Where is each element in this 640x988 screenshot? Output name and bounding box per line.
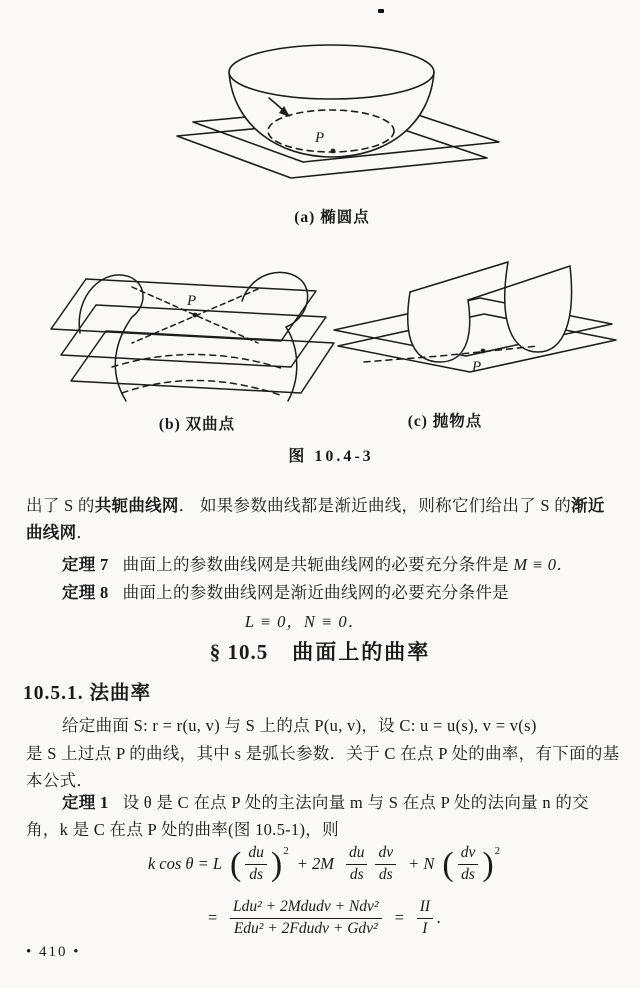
subsection-heading: 10.5.1. 法曲率 — [23, 683, 152, 704]
numerator: dv — [458, 845, 479, 864]
figure-caption-a: (a) 椭圆点 — [294, 209, 370, 226]
point-p-dot — [331, 149, 336, 154]
theorem-7-condition: M ≡ 0． — [513, 555, 574, 574]
point-p-dot — [193, 313, 198, 318]
equals-sign: = — [206, 908, 218, 927]
denominator: Edu² + 2Fdudv + Gdv² — [233, 919, 378, 937]
fraction-II-over-I — [417, 899, 433, 937]
display-formula-LN: L ≡ 0，N ≡ 0． — [244, 612, 366, 631]
denominator: ds — [349, 865, 364, 883]
paragraph-conjugate-net-line-2 — [26, 523, 93, 543]
fraction-second-over-first-form-expanded — [230, 899, 382, 937]
numerator: Ldu² + 2Mdudv + Ndv² — [230, 899, 382, 918]
fraction-du-ds — [245, 845, 267, 883]
denominator: I — [422, 919, 428, 937]
saddle-left-wing — [79, 275, 143, 333]
formula-k-cos-theta: k cos θ = L ( $\frac{du}{ds}$ ) $^2$ + 2M $\frac{du}{ds}$ $\frac{dv}{ds}$ + N ( $\frac{dv}{ds}$ ) $^2$ — [147, 844, 501, 883]
numerator: dv — [375, 845, 396, 864]
theorem-7-label: 定理 7 — [62, 555, 109, 574]
denominator: ds — [378, 865, 393, 883]
cylinder-top-left-edge — [410, 262, 508, 292]
figure-c-parabolic-point — [328, 256, 618, 404]
denominator: ds — [461, 865, 475, 883]
numerator: du — [346, 845, 368, 864]
plus-N-term: + N — [408, 854, 435, 873]
text-run: ． — [76, 523, 94, 542]
fraction-du-ds — [346, 845, 368, 883]
saddle-right-edge — [286, 327, 297, 401]
theorem-8-label: 定理 8 — [62, 583, 109, 602]
point-p-label: P — [187, 293, 197, 309]
point-p-label: P — [472, 359, 482, 375]
theorem-8 — [62, 583, 509, 603]
theorem-8-text: 曲面上的参数曲线网是渐近曲线网的必要充分条件是 — [122, 583, 509, 602]
period: . — [437, 908, 442, 927]
numerator: du — [245, 845, 267, 864]
text-run: 出了 S 的 — [26, 496, 95, 515]
point-p-label: P — [315, 130, 325, 146]
section-heading — [0, 636, 640, 666]
text-run: ． 如果参数曲线都是渐近曲线，则称它们给出了 S 的 — [178, 496, 572, 515]
theorem-1-line-1 — [62, 793, 589, 813]
cylinder-front-rim — [408, 292, 470, 362]
section-title: 曲面上的曲率 — [292, 640, 431, 664]
figure-caption-c: (c) 抛物点 — [407, 413, 483, 430]
section-number: § 10.5 — [209, 640, 269, 664]
numerator: II — [417, 899, 433, 918]
fraction-dv-ds — [375, 845, 396, 883]
fraction-dv-ds — [458, 845, 479, 883]
equals-sign: = — [393, 908, 405, 927]
paragraph-normal-curvature-line-2: 是 S 上过点 P 的曲线，其中 s 是弧长参数．关于 C 在点 P 处的曲率，有下面的基 — [26, 744, 620, 763]
figure-number: 图 10.4-3 — [288, 448, 374, 465]
denominator: ds — [249, 865, 264, 883]
bowl-rim — [229, 45, 434, 99]
point-p-dot — [481, 349, 486, 354]
figure-b-hyperbolic-point — [46, 249, 336, 411]
plus-2M-term: + 2M — [296, 854, 334, 873]
exponent: 2 — [494, 845, 501, 857]
paragraph-normal-curvature-line-3: 本公式． — [26, 771, 94, 790]
formula-fundamental-forms-ratio — [0, 892, 640, 944]
cylinder-back-rim — [505, 262, 572, 352]
bold-term-asymptotic: 渐近 — [571, 496, 605, 515]
figure-caption-b: (b) 双曲点 — [158, 416, 236, 433]
page-number: • 410 • — [26, 944, 81, 960]
bold-term-conjugate-net: 共轭曲线网 — [94, 496, 179, 515]
exponent: 2 — [283, 845, 289, 857]
ink-speck — [378, 9, 384, 13]
figure-a-elliptic-point — [163, 30, 503, 208]
paragraph-normal-curvature-line-1: 给定曲面 S: r = r(u, v) 与 S 上的点 P(u, v)，设 C: u = u(s), v = v(s) — [62, 716, 537, 735]
theorem-1-text: 设 θ 是 C 在点 P 处的主法向量 m 与 S 在点 P 处的法向量 n 的交 — [122, 793, 589, 812]
theorem-7 — [62, 555, 573, 575]
saddle-right-wing — [242, 272, 308, 327]
theorem-7-text: 曲面上的参数曲线网是共轭曲线网的必要充分条件是 — [122, 555, 514, 574]
theorem-1-label: 定理 1 — [62, 793, 109, 812]
theorem-1-line-2: 角，k 是 C 在点 P 处的曲率(图 10.5-1)，则 — [26, 820, 339, 839]
paragraph-conjugate-net-line-1 — [26, 496, 605, 516]
bold-term-curve-net: 曲线网 — [26, 523, 77, 542]
formula-lhs: k cos θ = L — [147, 854, 223, 873]
